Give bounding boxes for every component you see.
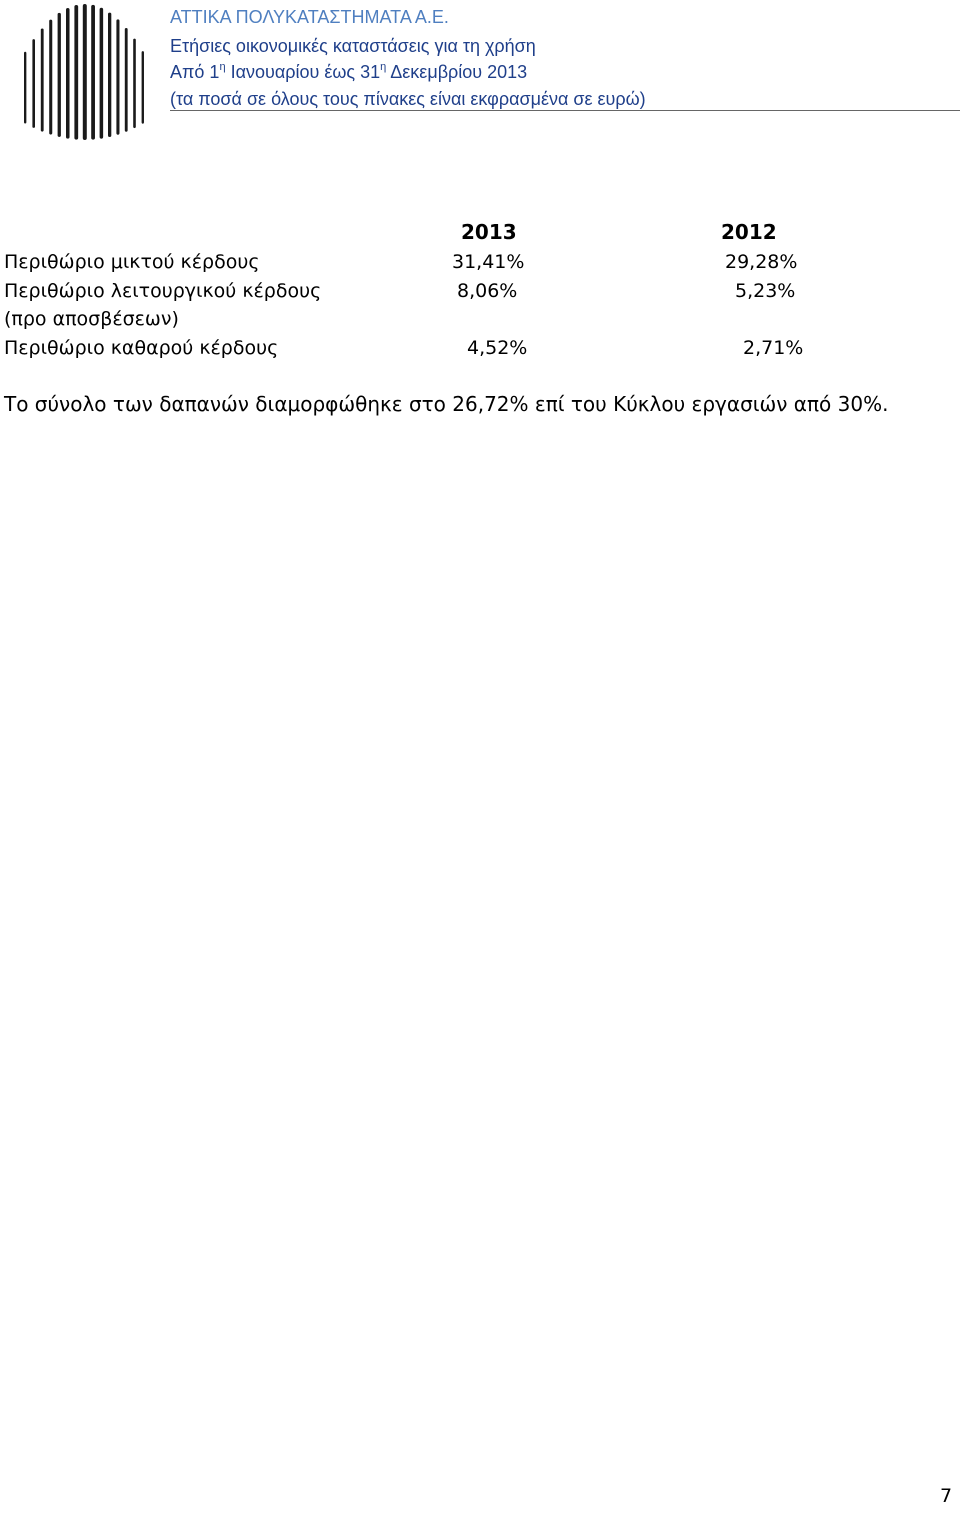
report-period bbox=[170, 61, 527, 83]
gross-margin-2012: 29,28% bbox=[725, 251, 798, 273]
net-margin-2012: 2,71% bbox=[743, 337, 804, 359]
period-part-c: Δεκεμβρίου 2013 bbox=[386, 62, 528, 82]
operating-margin-2013: 8,06% bbox=[457, 280, 518, 302]
row-label-pre-depreciation: (προ αποσβέσεων) bbox=[4, 308, 179, 330]
net-margin-2013: 4,52% bbox=[467, 337, 528, 359]
currency-note: (τα ποσά σε όλους τους πίνακες είναι εκφρασμένα σε ευρώ) bbox=[170, 89, 646, 109]
row-label-net-margin: Περιθώριο καθαρού κέρδους bbox=[4, 337, 279, 359]
period-superscript-1: η bbox=[219, 61, 226, 73]
report-subtitle: Ετήσιες οικονομικές καταστάσεις για τη χρήση bbox=[170, 36, 536, 56]
operating-margin-2012: 5,23% bbox=[735, 280, 796, 302]
page-number: 7 bbox=[940, 1485, 953, 1507]
period-superscript-2: η bbox=[380, 61, 387, 73]
expenses-note: Το σύνολο των δαπανών διαμορφώθηκε στο 26,72% επί του Κύκλου εργασιών από 30%. bbox=[4, 392, 889, 416]
year-header-2012: 2012 bbox=[721, 220, 777, 244]
period-part-a: Από 1 bbox=[170, 62, 220, 82]
header-divider bbox=[170, 110, 960, 111]
company-name: ΑΤΤΙΚΑ ΠΟΛΥΚΑΤΑΣΤΗΜΑΤΑ Α.Ε. bbox=[170, 7, 449, 27]
period-part-b: Ιανουαρίου έως 31 bbox=[225, 62, 381, 82]
row-label-operating-margin: Περιθώριο λειτουργικού κέρδους bbox=[4, 280, 322, 302]
row-label-gross-margin: Περιθώριο μικτού κέρδους bbox=[4, 251, 260, 273]
year-header-2013: 2013 bbox=[461, 220, 517, 244]
company-logo-icon bbox=[20, 0, 150, 142]
gross-margin-2013: 31,41% bbox=[452, 251, 525, 273]
